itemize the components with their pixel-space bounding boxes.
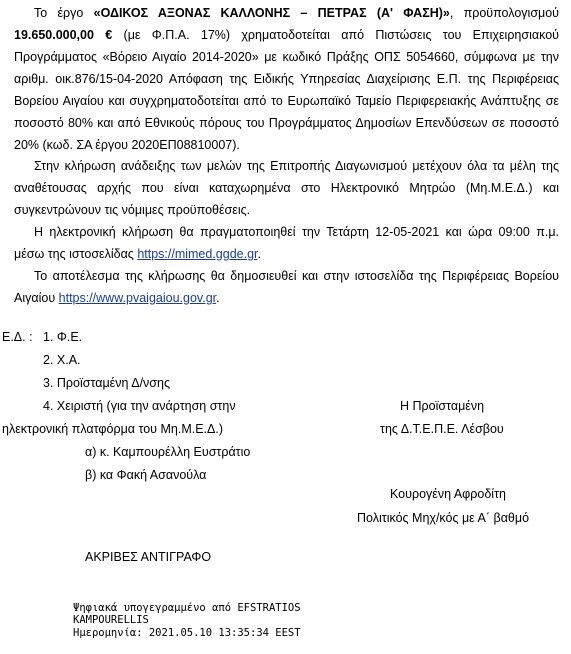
distribution-subitem: β) κα Φακή Ασανούλα: [85, 468, 207, 482]
distribution-subitem: α) κ. Καμπουρέλλη Ευστράτιο: [85, 445, 251, 459]
mimed-link[interactable]: https://mimed.ggde.gr: [137, 247, 258, 261]
pvaigaiou-link[interactable]: https://www.pvaigaiou.gov.gr: [58, 291, 217, 305]
signatory-department: της Δ.Τ.Ε.Π.Ε. Λέσβου: [380, 422, 504, 436]
project-paragraph: [14, 2, 559, 156]
digital-signature-line: KAMPOURELLIS: [73, 614, 149, 626]
digital-signature-line: Ψηφιακά υπογεγραμμένο από EFSTRATIOS: [73, 602, 301, 614]
draw-date-paragraph: [14, 221, 559, 265]
text-run: Το έργο: [34, 6, 94, 20]
signatory-title: Πολιτικός Μηχ/κός με Α΄ βαθμό: [357, 511, 530, 525]
distribution-label: Ε.Δ. :: [2, 330, 33, 344]
text-run: (με Φ.Π.Α. 17%) χρηματοδοτείται από Πιστώσεις του Επιχειρησιακού Προγράμματος «Βόρειο Αιγαίο 2014-2020» με κωδικό Πράξης ΟΠΣ 5054660, σύμφωνα με την αριθμ. οικ.876/15-04-2020 Απόφαση της Ειδικής Υπηρεσίας Διαχείρισης Ε.Π. της Περιφέρειας Βορείου Αιγαίου και συγχρηματοδοτείται από το Ευρωπαϊκό Ταμείο Περιφερειακής Ανάπτυξης σε ποσοστό 80% και από Εθνικούς πόρους του Προγράμματος Δημοσίων Επενδύσεων σε ποσοστό 20% (κωδ. ΣΑ έργου 2020ΕΠ08810007).: [14, 28, 559, 152]
publication-paragraph: [14, 265, 559, 309]
distribution-item: 3. Προϊσταμένη Δ/νσης: [43, 376, 170, 390]
certified-copy-stamp: ΑΚΡΙΒΕΣ ΑΝΤΙΓΡΑΦΟ: [85, 550, 212, 564]
text-run: .: [216, 291, 220, 305]
text-run: .: [257, 247, 261, 261]
text-run: Το αποτέλεσμα της κλήρωσης θα δημοσιευθεί και στην ιστοσελίδα της Περιφέρειας Βορείου Αιγαίου: [14, 269, 559, 305]
text-run: , προϋπολογισμού: [449, 6, 560, 20]
project-title: «ΟΔΙΚΟΣ ΑΞΟΝΑΣ ΚΑΛΛΟΝΗΣ – ΠΕΤΡΑΣ (Α' ΦΑΣΗ)»: [93, 6, 450, 20]
committee-paragraph: Στην κλήρωση ανάδειξης των μελών της Επιτροπής Διαγωνισμού μετέχουν όλα τα μέλη της αναθέτουσας αρχής που είναι καταχωρημένα στο Ηλεκτρονικό Μητρώο (Μη.Μ.Ε.Δ.) και συγκεντρώνουν τις νόμιμες προϋποθέσεις.: [14, 159, 559, 217]
digital-signature-date: Ημερομηνία: 2021.05.10 13:35:34 EEST: [73, 627, 301, 639]
distribution-item: 2. Χ.Α.: [43, 353, 81, 367]
distribution-item: 4. Χειριστή (για την ανάρτηση στην: [43, 399, 236, 413]
project-budget: 19.650.000,00 €: [14, 28, 113, 42]
signatory-role: Η Προϊσταμένη: [400, 399, 485, 413]
distribution-item-continuation: ηλεκτρονική πλατφόρμα του Μη.Μ.Ε.Δ.): [2, 422, 224, 436]
text-run: Η ηλεκτρονική κλήρωση θα πραγματοποιηθεί την Τετάρτη 12-05-2021 και ώρα 09:00 π.μ. μέσω της ιστοσελίδας: [14, 225, 559, 261]
distribution-item: 1. Φ.Ε.: [43, 330, 83, 344]
signatory-name: Κουρογένη Αφροδίτη: [390, 487, 506, 501]
